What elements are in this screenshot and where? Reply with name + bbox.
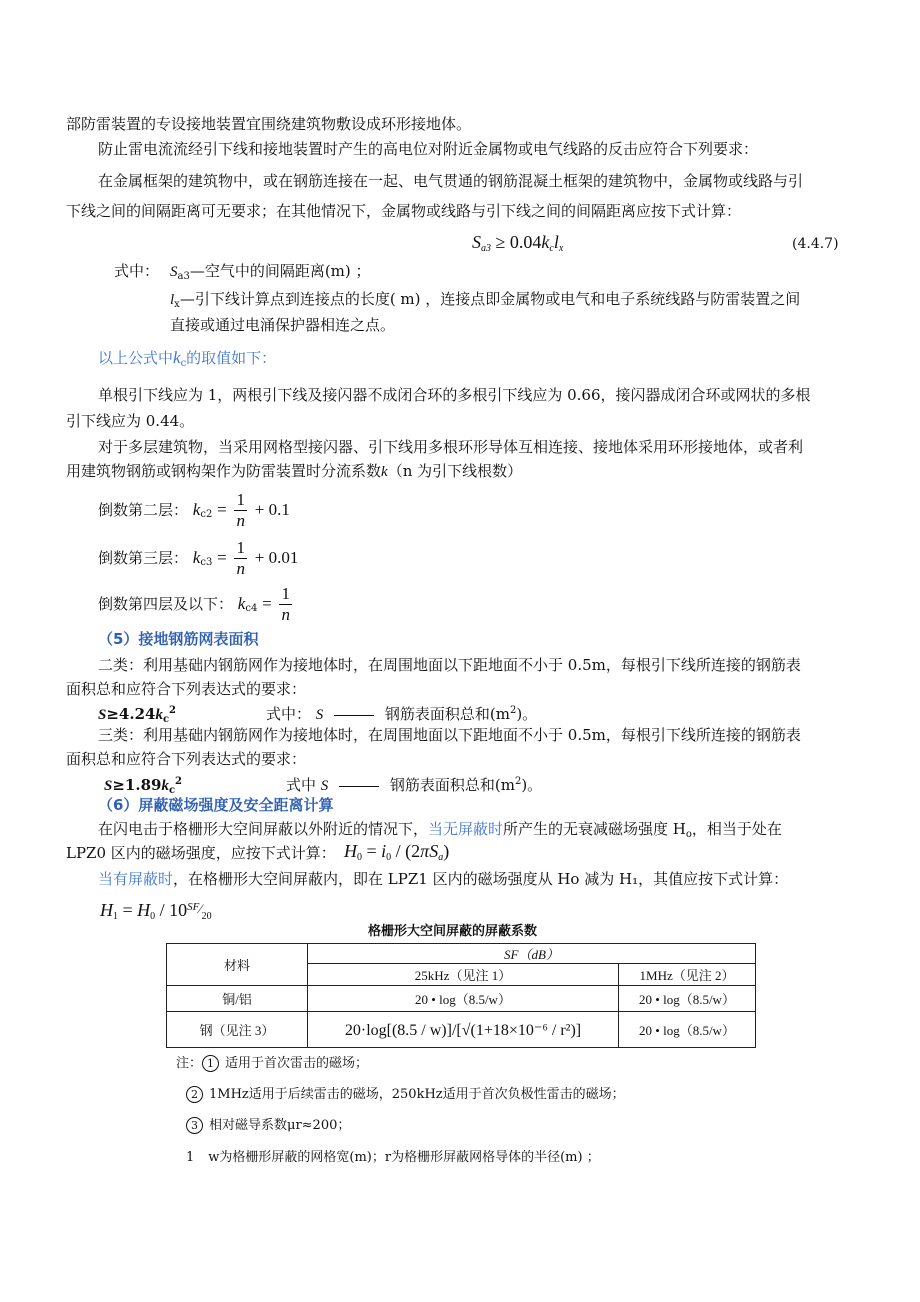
section-5-class3-a: 三类：利用基础内钢筋网作为接地体时，在周围地面以下距地面不小于 0.5m，每根引下线所连接的钢筋表 (98, 726, 801, 744)
circled-number-icon: 3 (186, 1117, 203, 1134)
circled-number-icon: 1 (202, 1055, 219, 1072)
note-2: 2 1MHz适用于后续雷击的磁场，250kHz适用于首次负极性雷击的磁场； (186, 1083, 625, 1103)
table-title: 格栅形大空间屏蔽的屏蔽系数 (368, 924, 538, 939)
table-cell-25khz: 20 • log（8.5/w） (308, 986, 619, 1012)
circled-number-icon: 2 (186, 1086, 203, 1103)
kc-paragraph-2a: 对于多层建筑物，当采用网格型接闪器、引下线用多根环形导体互相连接、接地体采用环形接地体，或者利 (98, 438, 804, 456)
table-cell-1mhz: 20 • log（8.5/w） (619, 1012, 756, 1048)
kc-paragraph-1a: 单根引下线应为 1，两根引下线及接闪器不成闭合环的多根引下线应为 0.66，接闪器成闭合环或网状的多根 (98, 386, 811, 404)
table-header-25khz: 25kHz（见注 1） (308, 964, 619, 986)
table-cell-material: 铜/铝 (167, 986, 308, 1012)
intro-line-1: 部防雷装置的专设接地装置宜围绕建筑物敷设成环形接地体。 (66, 115, 472, 133)
formula-number: (4.4.7) (792, 236, 839, 252)
note-1: 注： 1 适用于首次雷击的磁场； (176, 1056, 369, 1071)
section-5-class2-b: 面积总和应符合下列表达式的要求： (66, 680, 307, 698)
dash-line (339, 786, 379, 787)
section-6-paragraph-2: LPZ0 区内的磁场强度，应按下式计算： (66, 844, 336, 862)
table-header-material: 材料 (167, 944, 308, 986)
where-l-definition: $l_x—$引下线计算点到连接点的长度( m) ，连接点即金属物或电气和电子系统线路与防雷装置之间 (170, 290, 801, 310)
where-label: 式中： (114, 262, 160, 280)
formula-4-4-7: $S_{a3} \ge 0.04k_cl_x$ (472, 232, 564, 254)
table-cell-25khz: 20·log[(8.5 / w)]/[√(1+18×10⁻⁶ / r²)] (308, 1012, 619, 1048)
note-4: 1 w为格栅形屏蔽的网格宽(m)；r为格栅形屏蔽网格导体的半径(m) ； (186, 1150, 600, 1165)
table-row (167, 1012, 756, 1048)
section-5-class3-b: 面积总和应符合下列表达式的要求： (66, 750, 307, 768)
floor-formula-2: 倒数第二层： $k_{c2}$ = $\frac{1}{n}$ + 0.1 (98, 489, 290, 530)
section-6-formula-h1: $H_1 = H_0$ / $10^{SF}⁄_{20}$ (100, 900, 212, 922)
dash-line (334, 715, 374, 716)
section-5-formula-class3: $S\ge 1.89k_c^2$ (104, 776, 183, 796)
intro-line-2: 防止雷电流流经引下线和接地装置时产生的高电位对附近金属物或电气线路的反击应符合下列要求： (98, 140, 759, 158)
section-6-title: （6）屏蔽磁场强度及安全距离计算 (98, 796, 334, 814)
where-l-definition-cont: 直接或通过电涌保护器相连之点。 (170, 316, 396, 334)
section-5-title: （5）接地钢筋网表面积 (98, 630, 259, 648)
table-cell-1mhz: 20 • log（8.5/w） (619, 986, 756, 1012)
shielding-factor-table (166, 943, 756, 1048)
section-6-paragraph-1: 在闪电击于格栅形大空间屏蔽以外附近的情况下，当无屏蔽时所产生的无衰减磁场强度 $H_o$，相当于处在 (98, 820, 782, 840)
table-cell-material: 钢（见注 3） (167, 1012, 308, 1048)
intro-line-3: 在金属框架的建筑物中，或在钢筋连接在一起、电气贯通的钢筋混凝土框架的建筑物中，金属物或线路与引 (98, 172, 804, 190)
table-row (167, 986, 756, 1012)
section-6-paragraph-3: 当有屏蔽时，在格栅形大空间屏蔽内，即在 LPZ1 区内的磁场强度从 Ho 减为 H₁，其值应按下式计算： (98, 870, 789, 888)
kc-paragraph-1b: 引下线应为 0.44。 (66, 412, 195, 430)
note-3: 3 相对磁导系数μr≈200； (186, 1114, 350, 1134)
section-6-formula-h0: $H_0 = i_0 / (2\pi S_a)$ (344, 841, 450, 863)
floor-formula-3: 倒数第三层： $k_{c3}$ = $\frac{1}{n}$ + 0.01 (98, 537, 299, 578)
floor-formula-4: 倒数第四层及以下： $k_{c4}$ = $\frac{1}{n}$ (98, 583, 290, 624)
kc-values-title: 以上公式中$k_c$的取值如下： (98, 348, 277, 369)
kc-paragraph-2b: 用建筑物钢筋或钢构架作为防雷装置时分流系数k（n 为引下线根数） (66, 462, 523, 480)
where-s-definition: $S_{a3}—$空气中的间隔距离(m) ； (170, 262, 371, 282)
table-header-sf: SF（dB） (308, 944, 756, 964)
table-header-1mhz: 1MHz（见注 2） (619, 964, 756, 986)
intro-line-4: 下线之间的间隔距离可无要求；在其他情况下，金属物或线路与引下线之间的间隔距离应按下式计算： (66, 202, 742, 220)
section-5-where-class3: 式中 S 钢筋表面积总和$(m^2)$。 (286, 776, 543, 794)
section-5-class2-a: 二类：利用基础内钢筋网作为接地体时，在周围地面以下距地面不小于 0.5m，每根引下线所连接的钢筋表 (98, 656, 801, 674)
section-5-formula-class2: $S\ge 4.24k_c^2$ (98, 705, 177, 725)
section-5-where-class2: 式中： S 钢筋表面积总和$(m^2)$。 (266, 705, 538, 723)
